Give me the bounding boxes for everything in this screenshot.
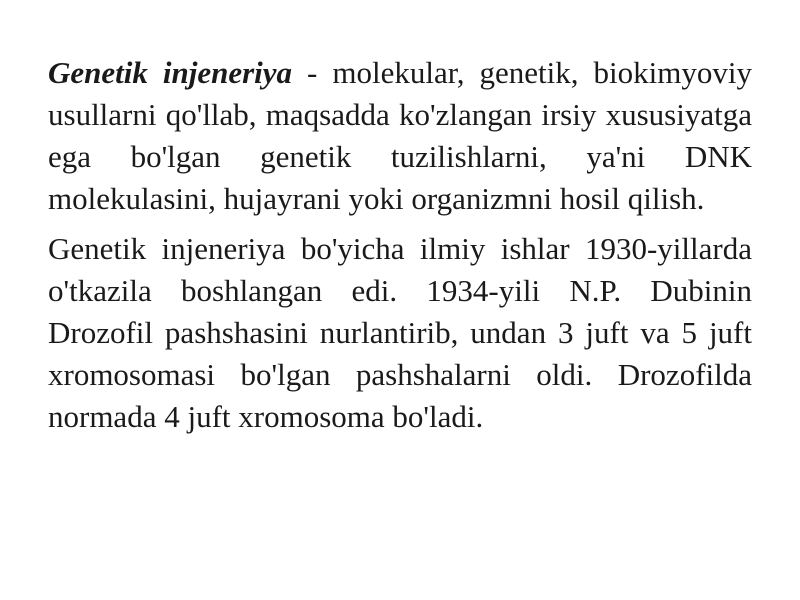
text-block — [48, 52, 752, 438]
term-genetik-injeneriya: Genetik injeneriya — [48, 55, 293, 90]
definition-text: - molekular, genetik, biokimyoviy usullarni qo'llab, maqsadda ko'zlangan irsiy xususiyatga ega bo'lgan genetik tuzilishlarni, ya'ni DNK molekulasini, hujayrani yoki organizmni hosil qilish. — [48, 55, 752, 216]
paragraph-definition — [48, 52, 752, 220]
paragraph-history: Genetik injeneriya bo'yicha ilmiy ishlar 1930-yillarda o'tkazila boshlangan edi. 1934-yili N.P. Dubinin Drozofil pashshasini nurlantirib, undan 3 juft va 5 juft xromosomasi bo'lgan pashshalarni oldi. Drozofilda normada 4 juft xromosoma bo'ladi. — [48, 231, 752, 434]
